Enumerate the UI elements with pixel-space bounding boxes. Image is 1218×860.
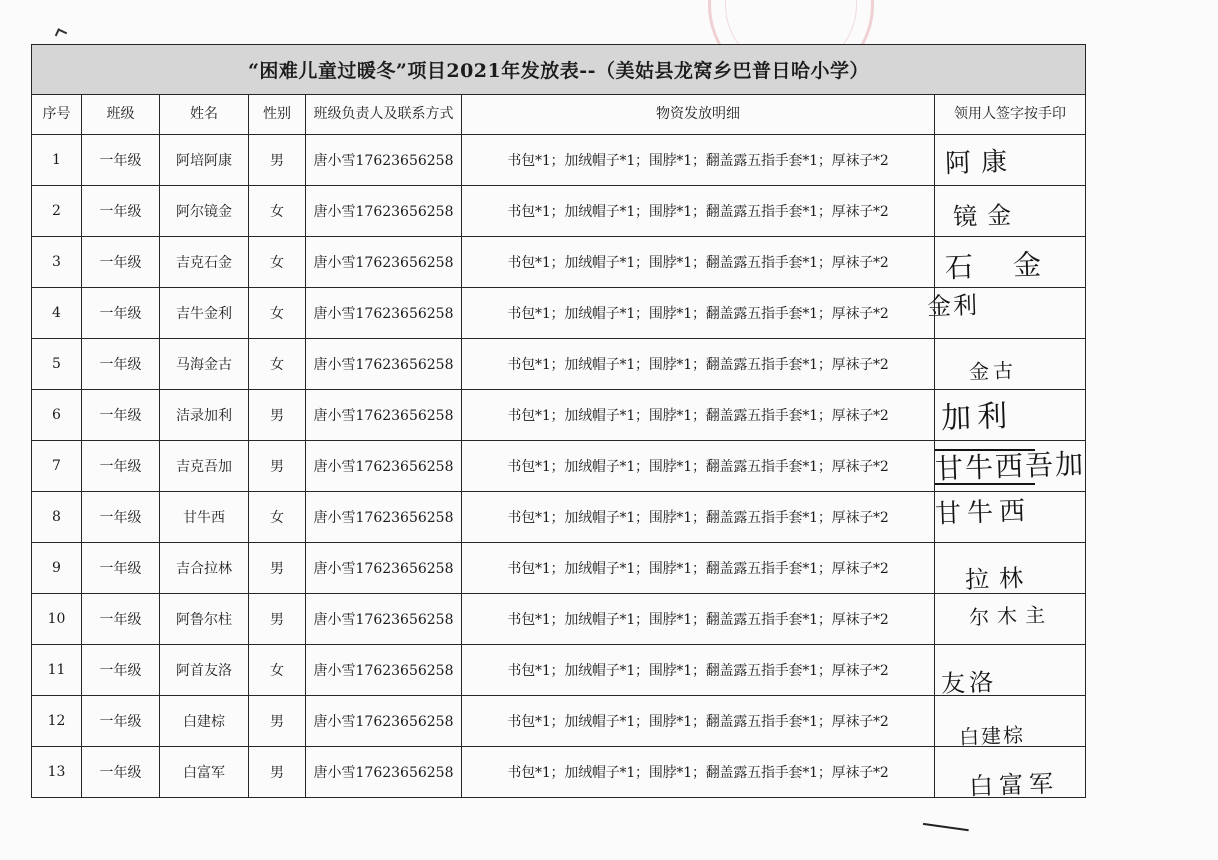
cell-grade: 一年级 — [82, 390, 160, 441]
cell-teacher: 唐小雪17623656258 — [306, 696, 462, 747]
cell-gender: 女 — [249, 186, 306, 237]
cell-signature — [935, 339, 1086, 390]
cell-signature — [935, 594, 1086, 645]
cell-seq: 10 — [32, 594, 82, 645]
handwritten-signature: 拉林 — [964, 563, 1034, 595]
cell-name: 白建棕 — [160, 696, 249, 747]
cell-gender: 女 — [249, 237, 306, 288]
cell-signature — [935, 645, 1086, 696]
table-row — [32, 696, 1086, 747]
distribution-table — [31, 44, 1086, 801]
header-row — [32, 95, 1086, 135]
handwritten-signature: 尔木主 — [968, 602, 1054, 630]
cell-gender: 女 — [249, 645, 306, 696]
cell-name: 阿尔镜金 — [160, 186, 249, 237]
handwritten-signature: 镜金 — [952, 200, 1022, 232]
table-row — [32, 543, 1086, 594]
cell-detail: 书包*1；加绒帽子*1；围脖*1；翻盖露五指手套*1；厚袜子*2 — [462, 237, 935, 288]
cell-signature — [935, 696, 1086, 750]
cell-seq: 2 — [32, 186, 82, 237]
cell-signature — [935, 747, 1086, 801]
cell-gender: 男 — [249, 390, 306, 441]
cell-name: 吉牛金利 — [160, 288, 249, 339]
header-teacher: 班级负责人及联系方式 — [306, 95, 462, 135]
table-row — [32, 237, 1086, 288]
pen-mark — [921, 823, 969, 843]
handwritten-signature: 阿康 — [944, 146, 1018, 180]
cell-seq: 7 — [32, 441, 82, 492]
cell-signature — [935, 543, 1086, 594]
cell-grade: 一年级 — [82, 747, 160, 798]
table-row — [32, 747, 1086, 798]
cell-detail: 书包*1；加绒帽子*1；围脖*1；翻盖露五指手套*1；厚袜子*2 — [462, 135, 935, 186]
strikethrough-mark — [935, 449, 1035, 485]
header-signature: 领用人签字按手印 — [935, 95, 1086, 135]
table-title: “困难儿童过暖冬”项目2021年发放表--（美姑县龙窝乡巴普日哈小学） — [32, 45, 1086, 95]
cell-seq: 3 — [32, 237, 82, 288]
cell-gender: 女 — [249, 288, 306, 339]
cell-gender: 男 — [249, 135, 306, 186]
table-row — [32, 135, 1086, 186]
cell-teacher: 唐小雪17623656258 — [306, 135, 462, 186]
handwritten-signature: 甘牛西 — [934, 496, 1032, 530]
cell-name: 阿首友洛 — [160, 645, 249, 696]
handwritten-signature: 加利 — [940, 398, 1014, 437]
cell-teacher: 唐小雪17623656258 — [306, 186, 462, 237]
cell-signature — [935, 135, 1086, 186]
handwritten-signature: 金利 — [926, 291, 980, 321]
header-name: 姓名 — [160, 95, 249, 135]
cell-name: 马海金古 — [160, 339, 249, 390]
cell-gender: 男 — [249, 543, 306, 594]
cell-signature — [935, 237, 1086, 288]
cell-name: 阿鲁尔柱 — [160, 594, 249, 645]
cell-gender: 男 — [249, 696, 306, 747]
cell-teacher: 唐小雪17623656258 — [306, 441, 462, 492]
cell-grade: 一年级 — [82, 237, 160, 288]
cell-signature — [935, 492, 1086, 543]
cell-teacher: 唐小雪17623656258 — [306, 492, 462, 543]
cell-seq: 12 — [32, 696, 82, 747]
table-row — [32, 492, 1086, 543]
scan-mark — [55, 28, 67, 39]
cell-signature — [926, 288, 1086, 339]
cell-teacher: 唐小雪17623656258 — [306, 237, 462, 288]
cell-grade: 一年级 — [82, 645, 160, 696]
cell-gender: 男 — [249, 747, 306, 798]
cell-seq: 11 — [32, 645, 82, 696]
table-row — [32, 390, 1086, 441]
handwritten-signature: 白富军 — [968, 769, 1060, 801]
cell-detail: 书包*1；加绒帽子*1；围脖*1；翻盖露五指手套*1；厚袜子*2 — [462, 543, 935, 594]
cell-gender: 男 — [249, 594, 306, 645]
cell-seq: 5 — [32, 339, 82, 390]
cell-teacher: 唐小雪17623656258 — [306, 339, 462, 390]
cell-detail: 书包*1；加绒帽子*1；围脖*1；翻盖露五指手套*1；厚袜子*2 — [462, 645, 935, 696]
handwritten-signature: 友洛 — [940, 668, 998, 698]
handwritten-signature: 甘牛西吾加 — [934, 447, 1086, 486]
cell-teacher: 唐小雪17623656258 — [306, 390, 462, 441]
cell-detail: 书包*1；加绒帽子*1；围脖*1；翻盖露五指手套*1；厚袜子*2 — [462, 339, 935, 390]
cell-name: 洁录加利 — [160, 390, 249, 441]
cell-detail: 书包*1；加绒帽子*1；围脖*1；翻盖露五指手套*1；厚袜子*2 — [462, 390, 935, 441]
cell-teacher: 唐小雪17623656258 — [306, 288, 462, 339]
cell-grade: 一年级 — [82, 186, 160, 237]
cell-gender: 女 — [249, 492, 306, 543]
table-row — [32, 186, 1086, 237]
cell-name: 白富军 — [160, 747, 249, 798]
cell-gender: 女 — [249, 339, 306, 390]
table-row — [32, 441, 1086, 492]
table-row — [32, 594, 1086, 645]
cell-seq: 1 — [32, 135, 82, 186]
header-detail: 物资发放明细 — [462, 95, 935, 135]
cell-seq: 4 — [32, 288, 82, 339]
handwritten-signature: 金古 — [968, 358, 1018, 384]
cell-grade: 一年级 — [82, 135, 160, 186]
cell-detail: 书包*1；加绒帽子*1；围脖*1；翻盖露五指手套*1；厚袜子*2 — [462, 747, 935, 798]
cell-grade: 一年级 — [82, 441, 160, 492]
cell-detail: 书包*1；加绒帽子*1；围脖*1；翻盖露五指手套*1；厚袜子*2 — [462, 441, 935, 492]
cell-grade: 一年级 — [82, 543, 160, 594]
header-seq: 序号 — [32, 95, 82, 135]
cell-detail: 书包*1；加绒帽子*1；围脖*1；翻盖露五指手套*1；厚袜子*2 — [462, 288, 935, 339]
cell-name: 甘牛西 — [160, 492, 249, 543]
title-row — [32, 45, 1086, 95]
cell-name: 阿培阿康 — [160, 135, 249, 186]
table-row — [32, 339, 1086, 390]
cell-grade: 一年级 — [82, 696, 160, 747]
cell-teacher: 唐小雪17623656258 — [306, 543, 462, 594]
cell-name: 吉克石金 — [160, 237, 249, 288]
cell-detail: 书包*1；加绒帽子*1；围脖*1；翻盖露五指手套*1；厚袜子*2 — [462, 186, 935, 237]
cell-detail: 书包*1；加绒帽子*1；围脖*1；翻盖露五指手套*1；厚袜子*2 — [462, 492, 935, 543]
table-body — [32, 135, 1086, 801]
cell-detail: 书包*1；加绒帽子*1；围脖*1；翻盖露五指手套*1；厚袜子*2 — [462, 696, 935, 747]
cell-teacher: 唐小雪17623656258 — [306, 594, 462, 645]
cell-signature — [935, 186, 1086, 237]
cell-grade: 一年级 — [82, 594, 160, 645]
cell-teacher: 唐小雪17623656258 — [306, 747, 462, 798]
header-gender: 性别 — [249, 95, 306, 135]
cell-teacher: 唐小雪17623656258 — [306, 645, 462, 696]
cell-grade: 一年级 — [82, 288, 160, 339]
cell-seq: 9 — [32, 543, 82, 594]
cell-grade: 一年级 — [82, 339, 160, 390]
cell-signature — [935, 390, 1086, 441]
cell-seq: 6 — [32, 390, 82, 441]
table-row — [32, 645, 1086, 696]
cell-detail: 书包*1；加绒帽子*1；围脖*1；翻盖露五指手套*1；厚袜子*2 — [462, 594, 935, 645]
table-row — [32, 288, 1086, 339]
cell-seq: 8 — [32, 492, 82, 543]
cell-gender: 男 — [249, 441, 306, 492]
cell-name: 吉克吾加 — [160, 441, 249, 492]
cell-name: 吉合拉林 — [160, 543, 249, 594]
cell-seq: 13 — [32, 747, 82, 798]
header-grade: 班级 — [82, 95, 160, 135]
handwritten-signature: 白建棕 — [958, 722, 1026, 750]
handwritten-signature: 石金 — [944, 246, 1082, 285]
cell-grade: 一年级 — [82, 492, 160, 543]
cell-signature — [935, 441, 1086, 492]
